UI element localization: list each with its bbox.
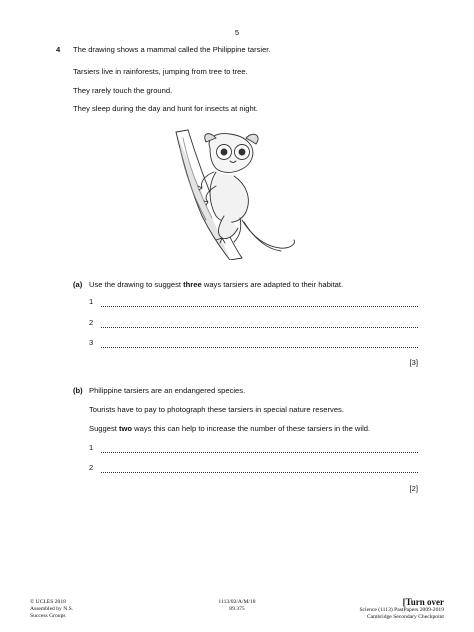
answer-b-1-number: 1: [89, 443, 94, 452]
answer-a-1-number: 1: [89, 297, 94, 306]
intro-line-4: They sleep during the day and hunt for insects at night.: [73, 104, 258, 113]
part-b-line-2: Tourists have to pay to photograph these tarsiers in special nature reserves.: [89, 405, 344, 414]
footer-right: [310, 597, 444, 621]
part-b-label: (b): [73, 386, 83, 395]
part-b-line-3: Suggest two ways this can help to increase the number of these tarsiers in the wild.: [89, 424, 371, 433]
footer-series: Science (1113) PastPapers 2009-2019: [359, 607, 444, 613]
part-b-marks: [2]: [409, 484, 418, 493]
intro-line-3: They rarely touch the ground.: [73, 86, 173, 95]
turn-over: [Turn over: [402, 597, 444, 607]
footer-left: [30, 599, 73, 620]
part-a-label: (a): [73, 280, 83, 289]
part-a-question: Use the drawing to suggest three ways tarsiers are adapted to their habitat.: [89, 280, 344, 289]
part-a-marks: [3]: [409, 358, 418, 367]
answer-a-2-line[interactable]: [101, 327, 418, 328]
footer-assembled: Assembled by N.S.: [30, 606, 74, 612]
answer-a-1-line[interactable]: [101, 306, 418, 307]
tarsier-illustration: [168, 128, 300, 260]
answer-b-2-number: 2: [89, 463, 94, 472]
footer-paper-code: 1113/02/A/M/18: [218, 599, 256, 605]
footer-center: [200, 599, 274, 613]
footer-board: Cambridge Secondary Checkpoint: [366, 614, 444, 620]
answer-a-3-number: 3: [89, 338, 94, 347]
answer-a-3-line[interactable]: [101, 347, 418, 348]
footer-group: Success Groups: [30, 613, 66, 619]
intro-line-1: The drawing shows a mammal called the Philippine tarsier.: [73, 45, 271, 54]
footer-copyright: © UCLES 2018: [30, 599, 66, 605]
answer-b-1-line[interactable]: [101, 452, 418, 453]
question-number: 4: [56, 45, 61, 54]
part-b-line-1: Philippine tarsiers are an endangered species.: [89, 386, 246, 395]
intro-line-2: Tarsiers live in rainforests, jumping from tree to tree.: [73, 67, 248, 76]
answer-a-2-number: 2: [89, 318, 94, 327]
page-number: 5: [234, 28, 240, 37]
answer-b-2-line[interactable]: [101, 472, 418, 473]
footer-page-ref: 89.375: [229, 606, 245, 612]
